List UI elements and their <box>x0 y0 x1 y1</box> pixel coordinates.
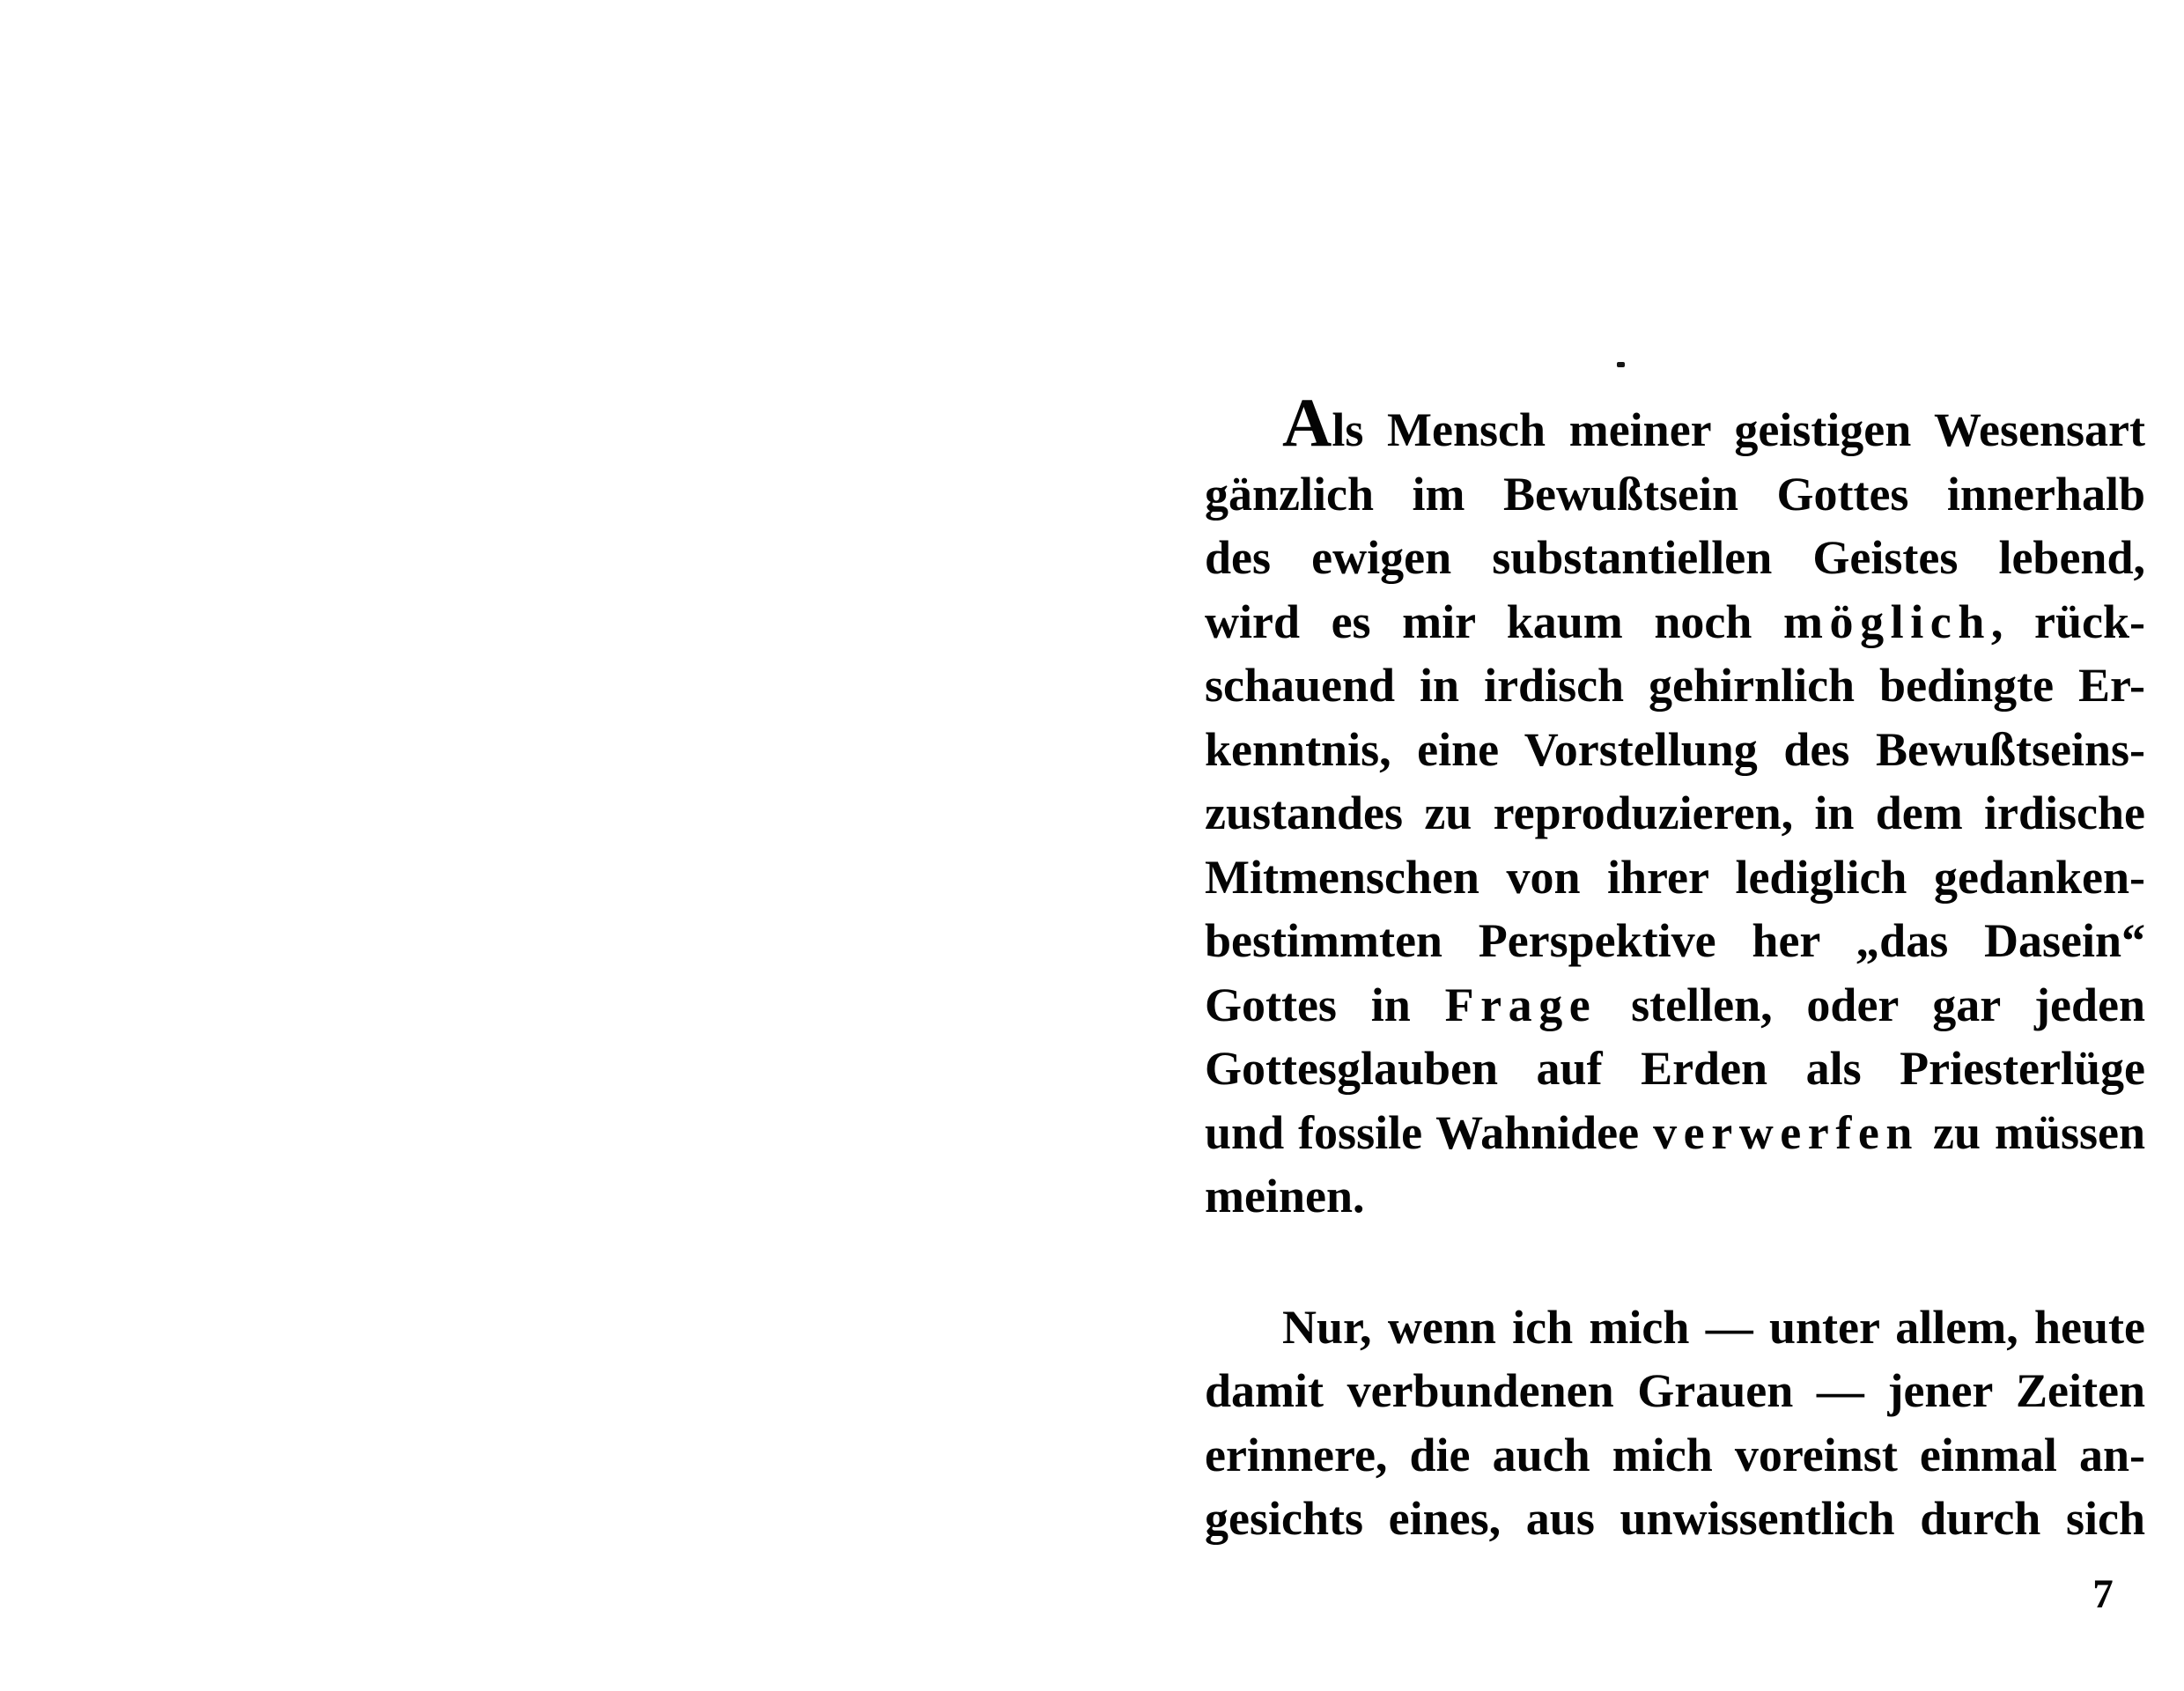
text-segment: erinnere, die auch mich voreinst einmal an- <box>1205 1428 2145 1481</box>
text-segment: gänzlich im Bewußtsein Gottes innerhalb <box>1205 467 2145 521</box>
text-line <box>1205 1296 2145 1360</box>
text-line <box>1205 781 2145 846</box>
text-segment: schauend in irdisch gehirnlich bedingte Er- <box>1205 659 2145 712</box>
initial-capital: A <box>1282 384 1332 461</box>
text-segment: ls Mensch meiner geistigen Wesensart <box>1332 403 2145 456</box>
text-line <box>1205 1359 2145 1423</box>
text-segment: des ewigen substantiellen Geistes lebend, <box>1205 531 2145 584</box>
text-line <box>1205 909 2145 973</box>
text-line <box>1205 384 2145 462</box>
text-segment: bestimmten Perspektive her „das Dasein“ <box>1205 914 2145 967</box>
text-segment: wird es mir kaum noch <box>1205 594 1783 648</box>
text-line <box>1205 1423 2145 1488</box>
text-block <box>1205 384 2146 1551</box>
text-segment: Gottesglauben auf Erden als Priesterlüge <box>1205 1042 2145 1095</box>
paragraph <box>1205 384 2146 1229</box>
text-segment: stellen, oder gar jeden <box>1597 978 2145 1031</box>
text-line <box>1205 1487 2145 1551</box>
text-line <box>1205 654 2145 718</box>
page-number: 7 <box>2092 1571 2114 1617</box>
text-segment: zustandes zu reproduzieren, in dem irdische <box>1205 786 2145 839</box>
text-segment: gesichts eines, aus unwissentlich durch sich <box>1205 1492 2145 1545</box>
paragraph <box>1205 1296 2145 1551</box>
text-line <box>1205 1037 2145 1101</box>
text-segment: kenntnis, eine Vorstellung des Bewußtseins- <box>1205 722 2145 776</box>
text-segment: meinen. <box>1205 1170 1365 1222</box>
text-line <box>1205 526 2145 590</box>
ink-speck <box>1617 362 1625 367</box>
text-segment: Mitmenschen von ihrer lediglich gedanken- <box>1205 850 2145 904</box>
text-segment: damit verbundenen Grauen — jener Zeiten <box>1205 1364 2145 1417</box>
text-line <box>1205 1101 2145 1165</box>
text-line <box>1205 1164 2145 1229</box>
text-segment: Gottes in <box>1205 978 1445 1031</box>
text-line <box>1205 462 2145 527</box>
text-line <box>1205 846 2145 910</box>
text-segment: zu müssen <box>1919 1105 2146 1159</box>
text-segment: , rück- <box>1990 594 2145 648</box>
text-line <box>1205 590 2145 654</box>
text-segment: Nur, wenn ich mich — unter allem, heute <box>1282 1300 2145 1354</box>
text-line <box>1205 718 2145 782</box>
text-segment: Frage <box>1444 978 1597 1031</box>
text-segment: verwerfen <box>1653 1105 1919 1159</box>
text-line <box>1205 973 2145 1037</box>
text-segment: und fossile Wahnidee <box>1205 1105 1654 1159</box>
text-segment: möglich <box>1783 594 1991 648</box>
